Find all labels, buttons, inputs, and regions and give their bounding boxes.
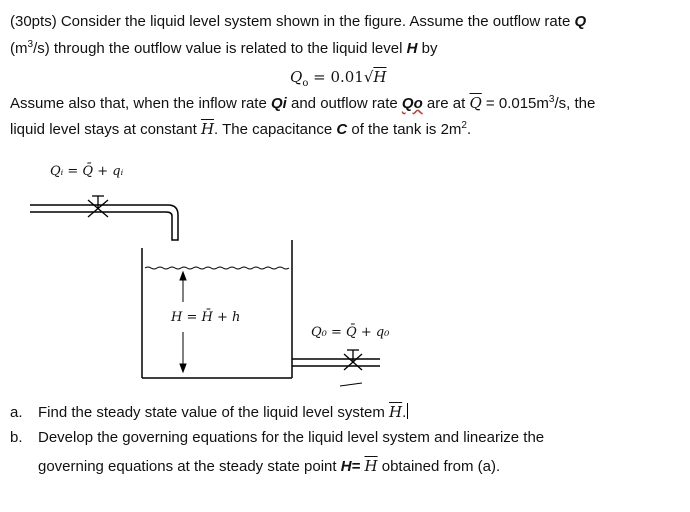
capacitance-symbol: C [336,121,348,138]
inflow-symbol: Qi [270,95,287,112]
problem-text: Assume also that, when the inflow rate [10,95,271,112]
question-text: governing equations at the steady state point [38,458,341,475]
level-symbol: H [406,40,418,57]
equation-subscript: o [302,78,309,89]
qbar-symbol: $\overline{Q}$ [469,94,482,112]
question-text: Find the steady state value of the liquid level system [38,404,390,421]
inflow-valve-icon [88,196,108,217]
equation-rhs: = 0.01√ [308,68,374,86]
flow-mark [340,383,362,386]
problem-text: (30pts) Consider the liquid level system shown in the figure. Assume the outflow rate [10,13,575,30]
equation-radicand: H [373,68,387,86]
problem-text: . The capacitance [214,121,337,138]
units-exponent: 3 [27,39,34,50]
problem-text: are at [422,95,470,112]
outflow-pipe [292,359,380,366]
outflow-symbol: Q [574,13,587,30]
units-exponent: 3 [548,94,555,105]
hbar-symbol: $\overline{H}$ [364,457,378,475]
equation-lhs: Q [290,68,303,86]
question-label: b. [10,429,23,446]
problem-text: and outflow rate [286,95,402,112]
problem-text: of the tank is 2m [347,121,462,138]
units-text: (m [10,40,28,57]
question-b-cont [10,457,500,475]
level-label: H = H̄ + h [171,310,241,325]
text-cursor [407,403,408,419]
problem-text: by [417,40,438,57]
problem-text: /s, the [554,95,596,112]
problem-text: liquid level stays at constant [10,121,201,138]
question-label: a. [10,404,23,421]
problem-text: /s) through the outflow value is related to the liquid level [33,40,407,57]
question-bold: H= [340,458,361,475]
outflow-valve-icon [344,350,362,370]
question-tail: obtained from (a). [377,458,501,475]
problem-text: . [466,121,472,138]
question-b [10,429,544,446]
question-a [10,403,408,421]
question-text: Develop the governing equations for the liquid level system and linearize the [38,429,545,446]
units-exponent: 2 [461,120,467,131]
outflow-symbol-underlined: Qo [401,95,423,112]
water-surface [145,267,289,269]
hbar-symbol: $\overline{H}$ [200,120,215,138]
inflow-pipe [30,205,178,240]
hbar-symbol: $\overline{H}$ [389,403,403,421]
inflow-label: Qᵢ = Q̄ + qᵢ [50,164,124,179]
problem-text: = 0.015m [481,95,549,112]
outflow-label: Q₀ = Q̄ + q₀ [311,325,390,340]
question-tail: . [402,404,407,421]
tank [142,240,292,378]
